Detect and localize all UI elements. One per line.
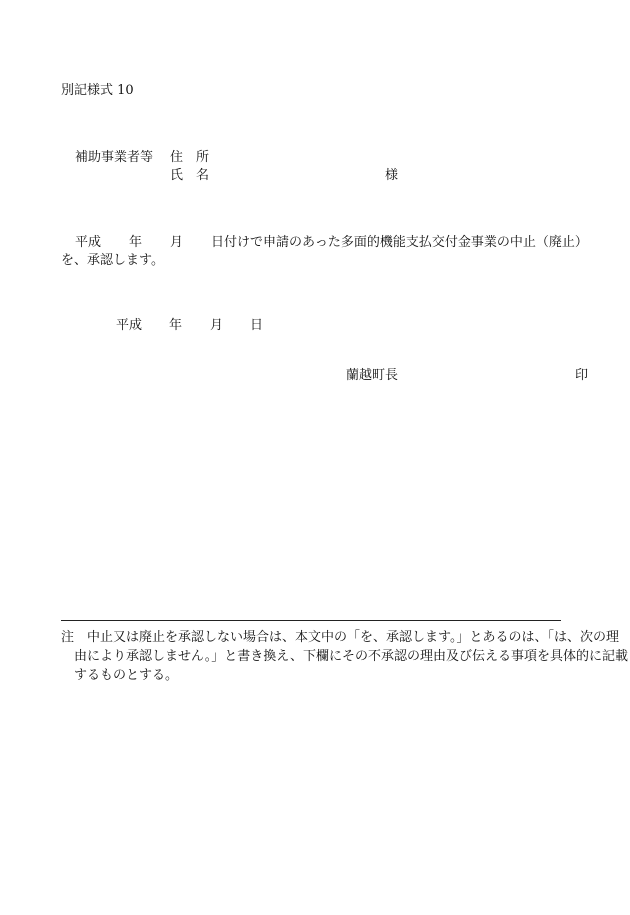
form-number: 別記様式 10 (61, 83, 134, 98)
note-block (61, 628, 629, 685)
name-label: 氏 名 (170, 168, 210, 183)
mayor-title: 蘭越町長 (346, 368, 399, 383)
body-line-2: を、承認します。 (61, 253, 164, 268)
honorific-sama: 様 (385, 168, 399, 183)
body-era: 平成 (75, 235, 102, 250)
body-month-unit: 月 (170, 235, 184, 250)
address-label: 住 所 (170, 150, 210, 165)
date-month-unit: 月 (210, 318, 224, 333)
body-year-unit: 年 (129, 235, 143, 250)
date-year-unit: 年 (169, 318, 183, 333)
seal-mark: 印 (575, 368, 589, 383)
date-era: 平成 (116, 318, 143, 333)
note-line-3: するものとする。 (74, 668, 179, 683)
note-line-2: 由により承認しません。」と書き換え、下欄にその不承認の理由及び伝える事項を具体的に記載 (74, 649, 629, 664)
note-divider (61, 620, 561, 621)
date-day-unit: 日 (250, 318, 264, 333)
recipient-label: 補助事業者等 (75, 150, 154, 165)
date-line (116, 318, 276, 334)
note-line-1: 注 中止又は廃止を承認しない場合は、本文中の「を、承認します。」とあるのは、「は、次の理 (61, 630, 619, 645)
body-line1-rest: 日付けで申請のあった多面的機能支払交付金事業の中止（廃止） (211, 235, 588, 250)
body-line-1 (75, 235, 605, 251)
